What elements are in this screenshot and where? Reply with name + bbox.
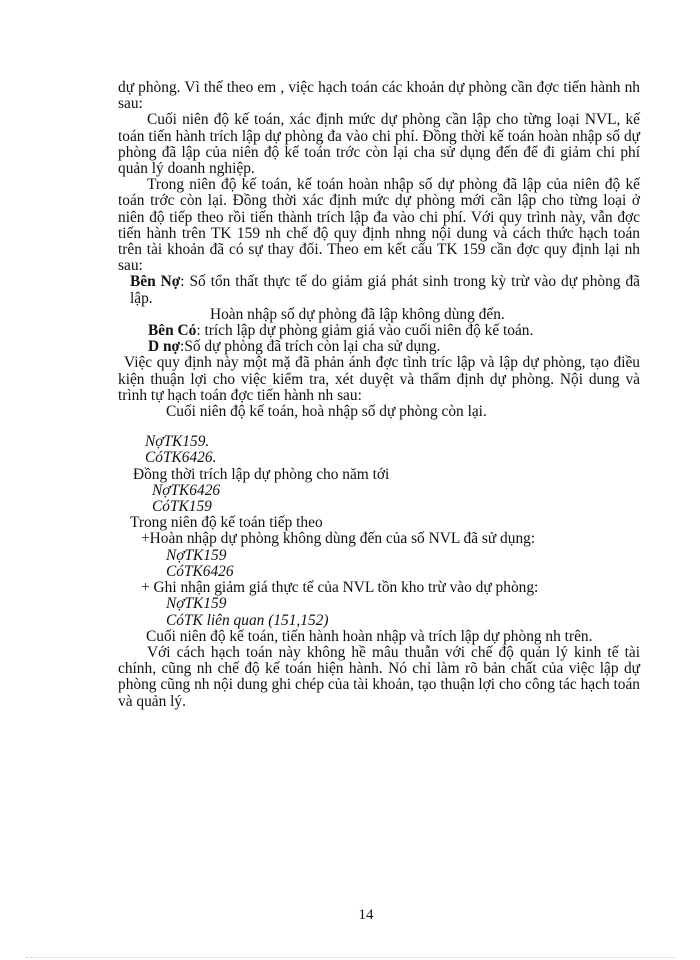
page-bottom-divider	[26, 957, 676, 958]
paragraph-intro: dự phòng. Vì thế theo em , việc hạch toán các khoản dự phòng cần đợc tiến hành nh sau:	[118, 79, 640, 113]
journal-debit-6426: NợTK6426	[152, 481, 221, 499]
debit-balance-label: D nợ	[148, 338, 181, 356]
journal-debit-159-c: NợTK159	[166, 595, 227, 613]
journal-debit-159-b: NợTK159	[166, 546, 227, 564]
document-body	[118, 80, 640, 710]
paragraph-next-year: Đồng thời trích lập dự phòng cho năm tới	[133, 465, 390, 483]
debit-text: : Số tổn thất thực tế do giảm giá phát sinh trong kỳ trừ vào dự phòng đã lập.	[130, 273, 640, 307]
debit-balance-text: :Số dự phòng đã trích còn lại cha sử dụng.	[180, 338, 441, 356]
paragraph-year-end-reversal: Cuối niên độ kế toán, tiến hành hoàn nhập và trích lập dự phòng nh trên.	[146, 627, 593, 645]
paragraph-following-year: Trong niên độ kế toán tiếp theo	[130, 514, 323, 532]
journal-credit-6426-b: CóTK6426	[166, 562, 234, 580]
paragraph-regulation: Việc quy định này một mặ đã phản ánh đợc tình tríc lập và lập dự phòng, tạo điều kiện thuận lợi cho việc kiểm tra, xét duyệt và thẩm định dự phòng. Nội dung và trình tự hạch toán đợc tiến hành nh sau:	[118, 354, 640, 404]
bullet-record-loss: + Ghi nhận giảm giá thực tế của NVL tồn kho trừ vào dự phòng:	[141, 579, 539, 597]
paragraph-during-year: Trong niên độ kế toán, kế toán hoàn nhập số dự phòng đã lập của niên độ kế toán trớc còn lại. Đồng thời xác định mức dự phòng mới cần lập cho từng loại ở niên độ tiếp theo rồi tiến thành trích lập đa vào chi phí. Với quy trình này, vẫn đợc tiến hành trên TK 159 nh chế độ quy định nhng nội dung và cách thức hạch toán trên tài khoản đã có sự thay đổi. Theo em kết cấu TK 159 cần đợc quy định lại nh sau:	[118, 176, 640, 275]
journal-credit-related: CóTK liên quan (151,152)	[166, 611, 329, 629]
journal-debit-159: NợTK159.	[145, 433, 210, 451]
paragraph-conclusion: Với cách hạch toán này không hề mâu thuẫn với chế độ quản lý kinh tế tài chính, cũng nh chế độ kế toán hiện hành. Nó chỉ làm rõ bản chất của việc lập dự phòng cũng nh nội dung ghi chép của tài khoản, tạo thuận lợi cho công tác hạch toán và quản lý.	[118, 643, 640, 710]
journal-credit-6426: CóTK6426.	[145, 449, 217, 467]
credit-side	[118, 323, 640, 339]
debit-side	[118, 274, 640, 306]
debit-label: Bên Nợ	[130, 273, 181, 291]
paragraph-year-end: Cuối niên độ kế toán, xác định mức dự phòng cần lập cho từng loại NVL, kế toán tiến hành trích lập dự phòng đa vào chi phí. Đồng thời kế toán hoàn nhập số dự phòng đã lập của niên độ kế toán trớc còn lại cha sử dụng đến để đi giảm chi phí quản lý doanh nghiệp.	[118, 111, 640, 178]
debit-balance	[118, 339, 640, 355]
paragraph-reversal: Cuối niên độ kế toán, hoà nhập số dự phòng còn lại.	[166, 403, 487, 421]
debit-side-line2: Hoàn nhập số dự phòng đã lập không dùng đến.	[210, 305, 505, 323]
credit-label: Bên Có	[148, 322, 197, 340]
credit-text: : trích lập dự phòng giảm giá vào cuối niên độ kế toán.	[196, 322, 534, 340]
bullet-reversal: +Hoàn nhập dự phòng không dùng đến của số NVL đã sử dụng:	[141, 530, 536, 548]
page-number: 14	[358, 907, 374, 923]
journal-credit-159: CóTK159	[152, 498, 212, 516]
